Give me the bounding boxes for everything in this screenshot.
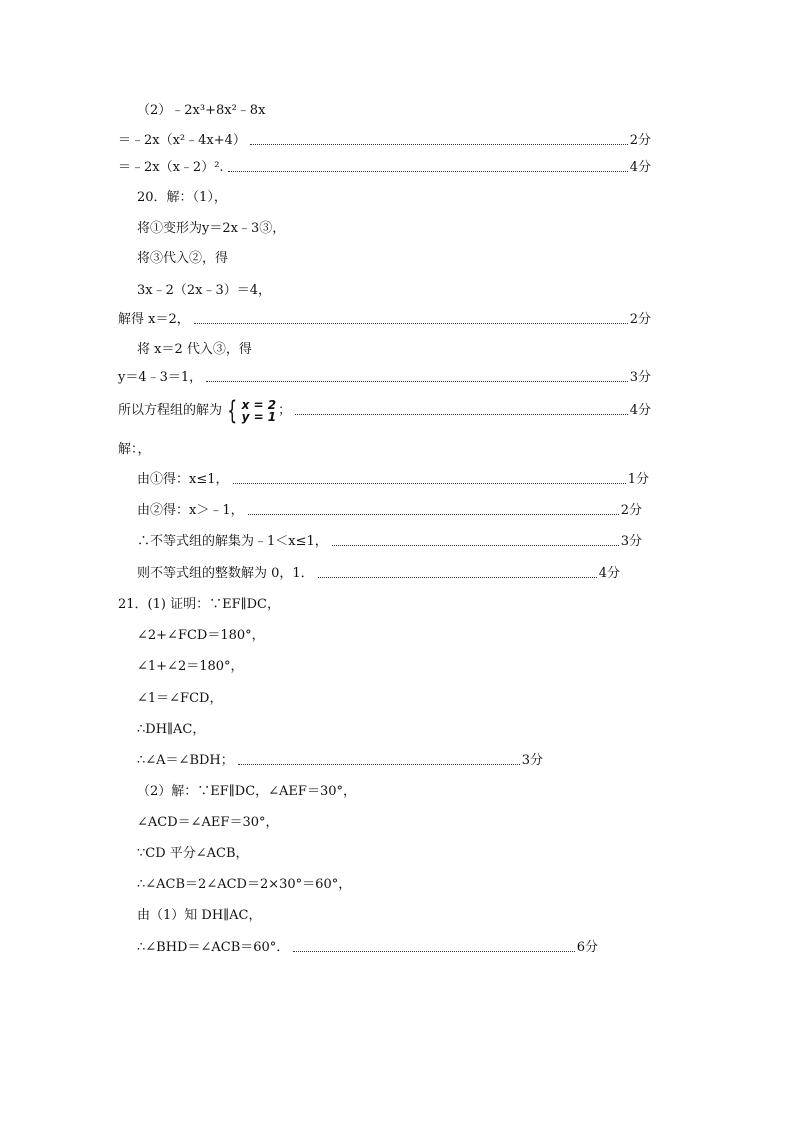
line-text: 将③代入②，得 [137, 251, 229, 266]
line-step [137, 500, 642, 522]
line-text: （2）解：∵EF∥DC，∠AEF＝30°， [137, 784, 356, 799]
score-label: 6分 [576, 940, 598, 955]
line-text: y＝4﹣3＝1， [118, 370, 203, 385]
score-label: 3分 [629, 370, 651, 385]
score-label: 4分 [598, 566, 620, 581]
line-text: 21．(1) 证明：∵EF∥DC， [118, 597, 280, 612]
line-step [118, 130, 651, 152]
line-text: ∴DH∥AC， [137, 722, 206, 737]
score-label: 2分 [629, 312, 651, 327]
line-step [137, 874, 351, 896]
dotted-leader [250, 143, 628, 145]
line-text: （2）﹣2x³+8x²﹣8x [137, 103, 266, 118]
line-step [137, 280, 271, 302]
dotted-leader [238, 763, 520, 765]
line-text: 由②得：x＞﹣1， [137, 503, 244, 518]
line-punctuation: ； [278, 403, 292, 418]
line-text: 则不等式组的整数解为 0，1． [137, 566, 314, 581]
line-step [137, 469, 649, 491]
line-problem-21-2 [137, 781, 356, 803]
score-label: 4分 [629, 403, 651, 418]
line-text: 3x﹣2（2x﹣3）＝4， [137, 283, 272, 298]
dotted-leader [295, 413, 628, 415]
dotted-leader [332, 544, 619, 546]
score-label: 3分 [620, 534, 642, 549]
line-step [137, 812, 278, 834]
dotted-leader [194, 322, 628, 324]
score-label: 2分 [629, 133, 651, 148]
line-step [137, 248, 228, 270]
line-step [137, 531, 642, 553]
line-step [137, 339, 252, 361]
line-step [137, 843, 249, 865]
score-label: 3分 [521, 753, 543, 768]
dotted-leader [206, 380, 628, 382]
line-text: ∴∠A＝∠BDH； [137, 753, 234, 768]
line-problem-21 [118, 594, 280, 616]
line-text: ∴∠ACB＝2∠ACD＝2×30°＝60°， [137, 877, 352, 892]
score-label: 4分 [629, 160, 651, 175]
score-label: 1分 [627, 472, 649, 487]
line-text: ∵CD 平分∠ACB， [137, 846, 249, 861]
dotted-leader [233, 482, 626, 484]
line-text: 所以方程组的解为 [118, 403, 223, 418]
line-text: 20．解：（1）， [137, 190, 227, 205]
line-system-solution [118, 396, 651, 426]
line-step [137, 719, 205, 741]
dotted-leader [293, 950, 574, 952]
line-text: ＝﹣2x（x﹣2）². [118, 160, 224, 175]
score-label: 2分 [620, 503, 642, 518]
line-text: 将 x＝2 代入③，得 [137, 342, 252, 357]
line-step [137, 218, 285, 240]
line-text: 解：， [118, 442, 151, 457]
dotted-leader [228, 170, 628, 172]
line-step [137, 656, 244, 678]
line-step [118, 157, 651, 179]
line-step [118, 309, 651, 331]
line-text: 解得 x＝2， [118, 312, 190, 327]
line-problem-20 [137, 187, 227, 209]
line-text: 将①变形为y＝2x﹣3③， [137, 221, 286, 236]
dotted-leader [318, 576, 597, 578]
line-step [137, 905, 262, 927]
line-text: ∠ACD＝∠AEF＝30°， [137, 815, 279, 830]
line-step [137, 750, 543, 772]
line-text: ∴不等式组的解集为﹣1＜x≤1， [137, 534, 328, 549]
line-inequality-header [118, 439, 151, 461]
left-brace-icon: { [227, 396, 238, 426]
line-problem-19-2 [137, 100, 265, 122]
line-text: ∠1＝∠FCD， [137, 691, 223, 706]
line-step [137, 688, 222, 710]
line-text: ∠2+∠FCD＝180°， [137, 628, 265, 643]
line-step [137, 937, 598, 959]
line-text: ∠1+∠2＝180°， [137, 659, 244, 674]
line-text: 由①得：x≤1， [137, 472, 229, 487]
line-step [118, 367, 651, 389]
line-step [137, 563, 620, 585]
equation-system [224, 396, 277, 426]
line-text: 由（1）知 DH∥AC， [137, 908, 262, 923]
line-text: ＝﹣2x（x²﹣4x+4） [118, 133, 246, 148]
system-row-x: x = 2 [241, 398, 277, 412]
system-row-y: y = 1 [241, 410, 277, 424]
dotted-leader [248, 513, 619, 515]
line-text: ∴∠BHD＝∠ACB＝60°． [137, 940, 290, 955]
line-step [137, 625, 265, 647]
